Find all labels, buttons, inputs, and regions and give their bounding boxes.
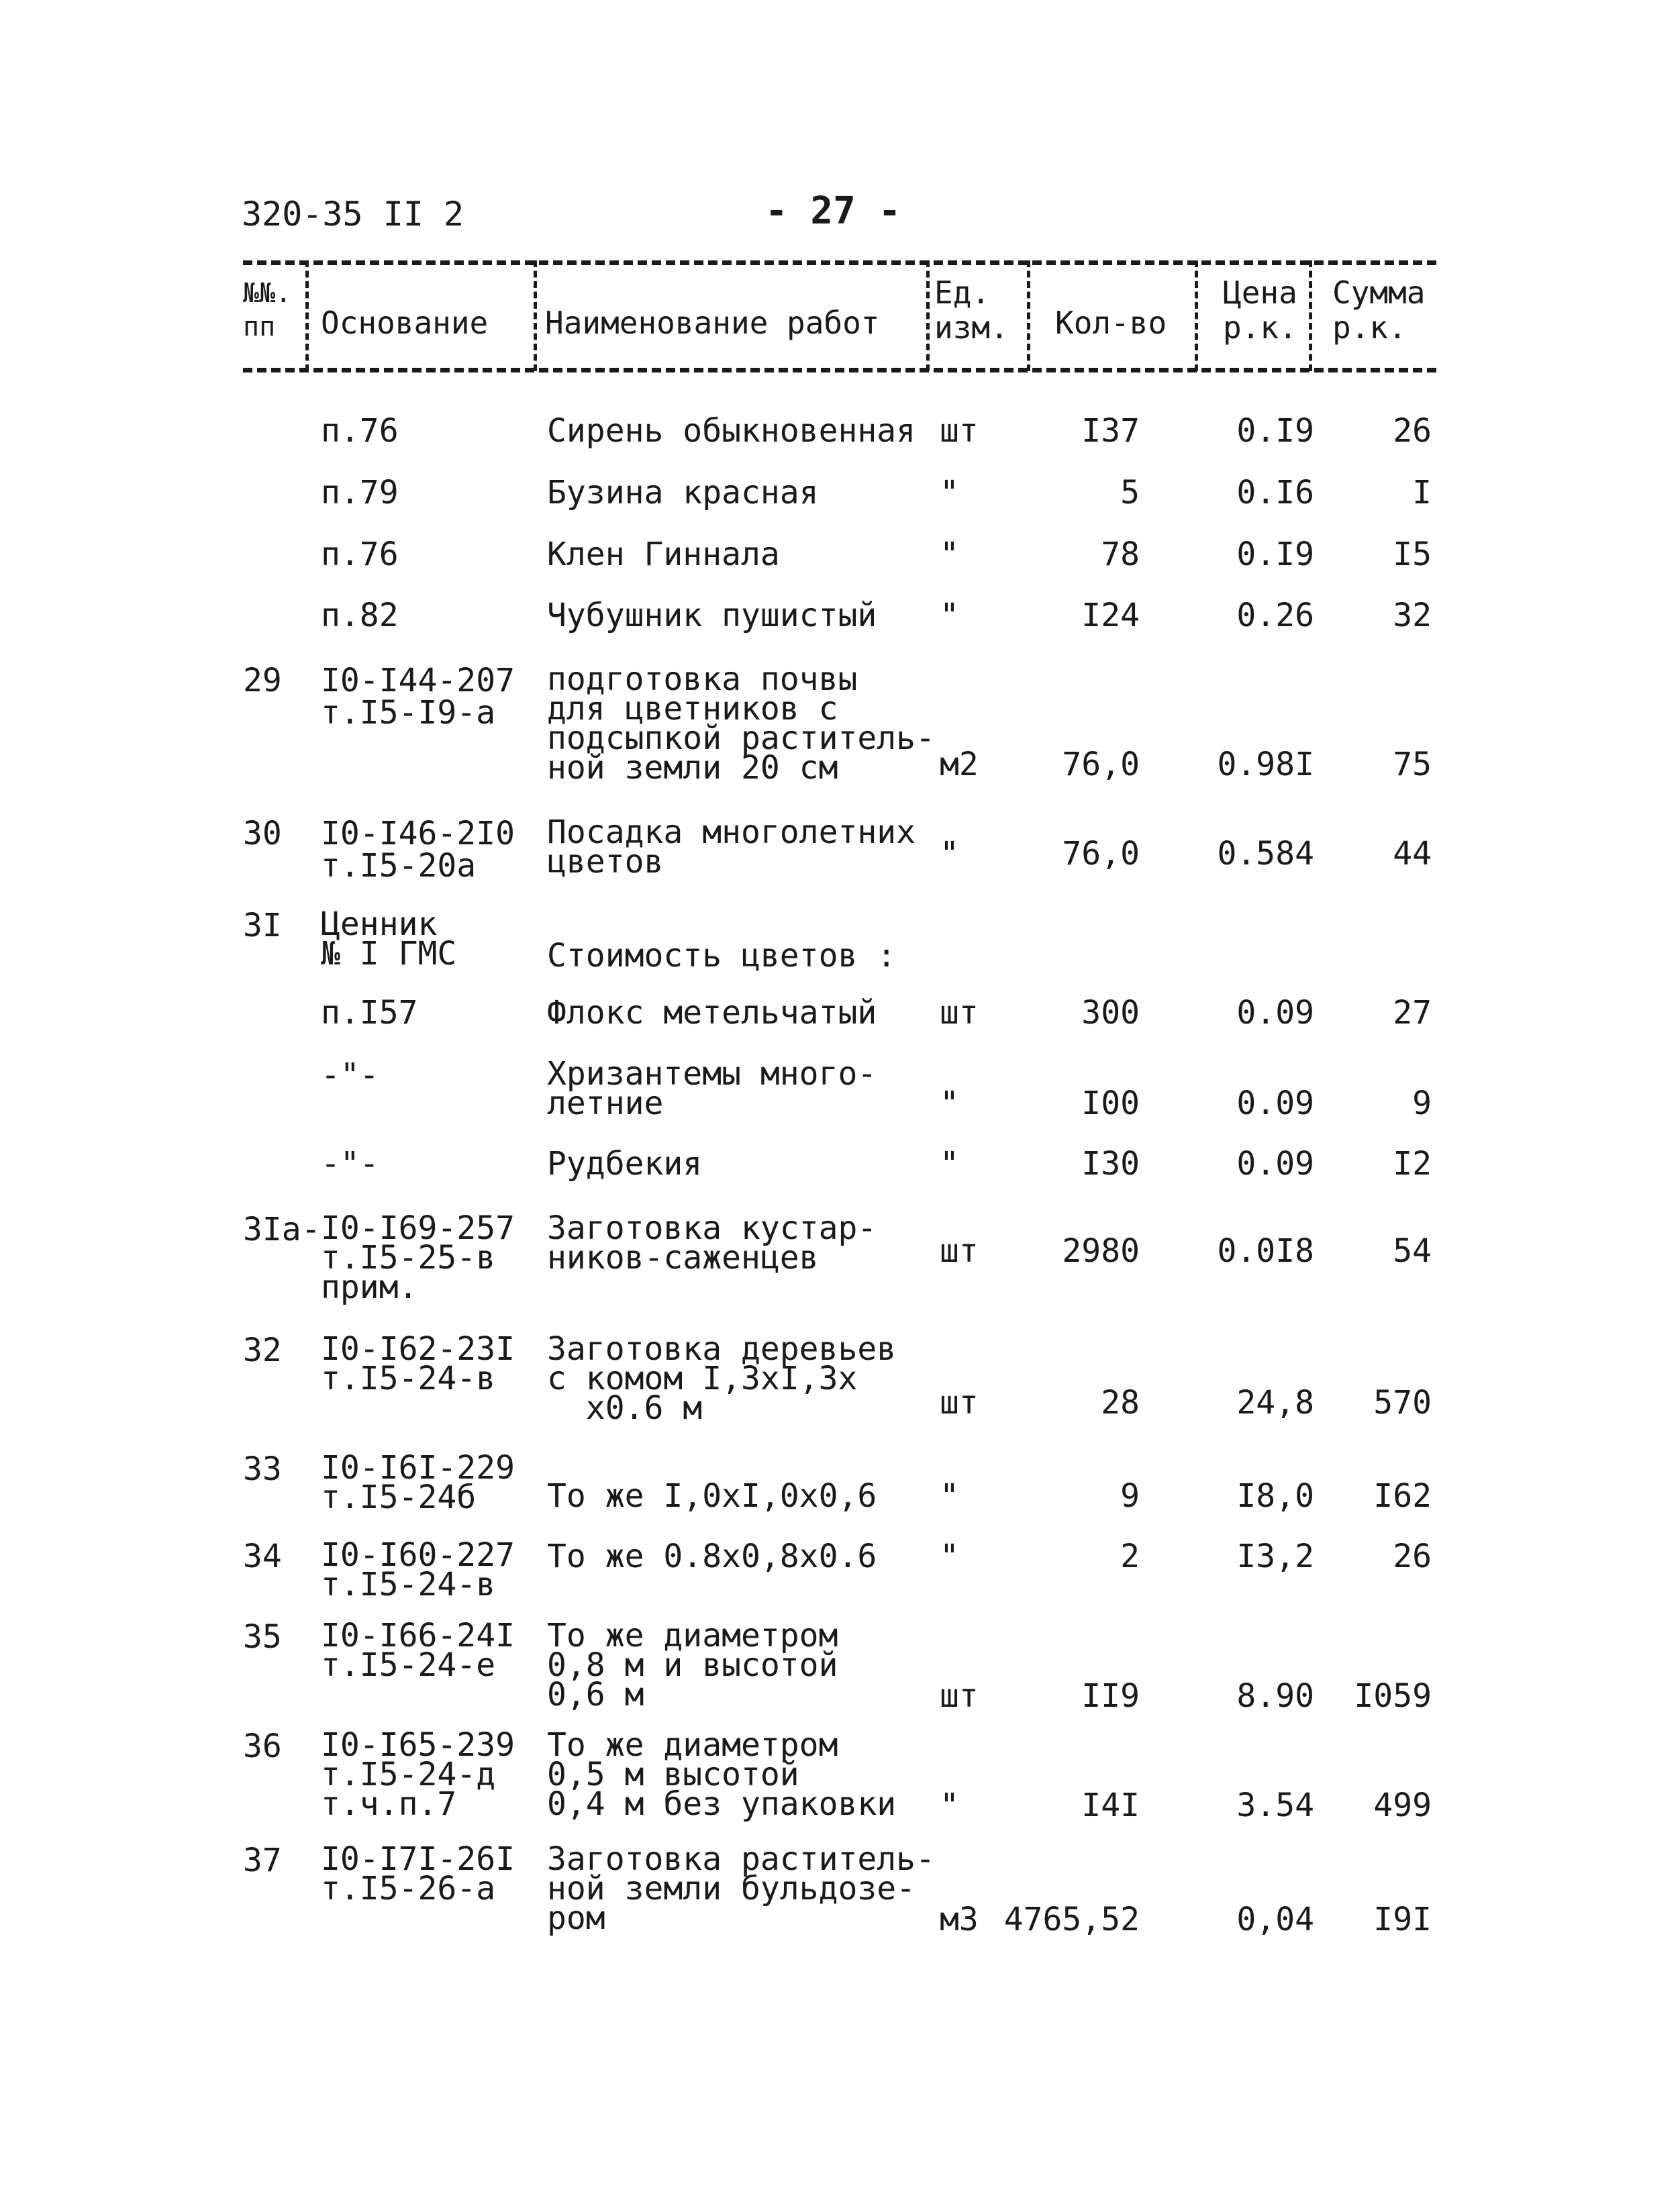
cell-name: То же 0.8х0,8х0.6 [547,1538,877,1575]
cell-name: Заготовка раститель- ной земли бульдозе- ром [547,1840,935,1937]
cell-qty: 5 [1120,474,1140,511]
header-name: Наименование работ [545,305,880,341]
cell-num: 29 [243,662,282,699]
header-unit: Ед. изм. [934,275,1009,346]
cell-price: 0.98I [1217,746,1314,783]
column-separator [926,260,930,371]
cell-price: 8.90 [1236,1677,1314,1715]
cell-name: Бузина красная [547,474,819,511]
cell-price: 0,04 [1236,1901,1314,1938]
cell-unit: шт [940,412,979,450]
cell-name: Чубушник пушистый [547,597,877,634]
column-separator [534,260,537,371]
cell-name: То же I,0хI,0х0,6 [547,1477,877,1515]
cell-qty: I30 [1081,1145,1140,1183]
header-sum: Сумма р.к. [1332,275,1426,346]
cell-unit: " [940,536,959,573]
cell-qty: II9 [1081,1677,1140,1715]
cell-sum: I62 [1373,1477,1432,1515]
cell-sum: I059 [1354,1677,1432,1715]
cell-sum: 44 [1393,835,1432,873]
cell-unit: " [940,1085,959,1122]
header-price: Цена р.к. [1223,275,1297,346]
cell-num: 35 [243,1618,282,1656]
cell-qty: I4I [1081,1787,1140,1824]
cell-basis: п.76 [321,412,399,450]
cell-basis: I0-I7I-26I т.I5-26-а [321,1840,515,1907]
cell-sum: 26 [1393,1538,1432,1575]
cell-num: 36 [243,1728,282,1765]
cell-sum: 27 [1393,994,1432,1032]
cell-basis: I0-I44-207 т.I5-I9-а [321,662,515,732]
cell-name: Стоимость цветов : [547,937,897,975]
cell-name: Флокс метельчатый [547,994,877,1032]
cell-price: 0.09 [1236,994,1314,1032]
cell-unit: шт [940,1232,979,1270]
cell-price: 0.I9 [1236,412,1314,450]
cell-basis: I0-I69-257 т.I5-25-в прим. [321,1209,515,1306]
cell-num: 30 [243,815,282,852]
cell-price: I3,2 [1236,1538,1314,1575]
cell-basis: I0-I65-239 т.I5-24-д т.ч.п.7 [321,1726,515,1823]
cell-qty: 9 [1120,1477,1140,1515]
column-separator [1195,260,1198,371]
cell-name: Заготовка деревьев с комом I,3хI,3х х0.6 м [547,1330,897,1427]
cell-name: То же диаметром 0,8 м и высотой 0,6 м [547,1617,838,1713]
cell-unit: " [940,474,959,511]
column-separator [305,260,309,371]
cell-num: 37 [243,1842,282,1879]
cell-basis: I0-I60-227 т.I5-24-в [321,1536,515,1603]
cell-sum: 9 [1412,1085,1432,1122]
cell-price: I8,0 [1236,1477,1314,1515]
cell-price: 24,8 [1236,1384,1314,1422]
cell-sum: 32 [1393,597,1432,634]
cell-qty: 78 [1101,536,1140,573]
cell-qty: 4765,52 [1003,1901,1140,1938]
header-basis: Основание [321,305,489,341]
cell-unit: " [940,1787,959,1824]
cell-sum: I2 [1393,1145,1432,1183]
cell-sum: 499 [1373,1787,1432,1824]
cell-unit: " [940,597,959,634]
header-qty: Кол-во [1055,305,1167,341]
cell-price: 0.I6 [1236,474,1314,511]
cell-basis: -"- [321,1145,379,1183]
column-separator [1027,260,1030,371]
cell-sum: 26 [1393,412,1432,450]
cell-name: То же диаметром 0,5 м высотой 0,4 м без упаковки [547,1726,897,1823]
cell-qty: 2 [1120,1538,1140,1575]
column-separator [1309,260,1312,371]
cell-unit: " [940,835,959,873]
cell-unit: " [940,1477,959,1515]
header-top-rule [243,260,1436,265]
cell-name: Хризантемы много- летние [547,1055,877,1122]
cell-qty: 2980 [1062,1232,1140,1270]
cell-sum: I [1412,474,1432,511]
cell-price: 0.I9 [1236,536,1314,573]
cell-unit: " [940,1145,959,1183]
cell-basis: I0-I62-23I т.I5-24-в [321,1330,515,1397]
cell-name: Посадка многолетних цветов [547,813,916,881]
cell-qty: I37 [1081,412,1140,450]
cell-num: 32 [243,1332,282,1369]
cell-basis: I0-I46-2I0 т.I5-20а [321,815,515,885]
cell-basis: п.79 [321,474,399,511]
cell-price: 0.09 [1236,1145,1314,1183]
cell-basis: I0-I66-24I т.I5-24-е [321,1617,515,1684]
cell-unit: шт [940,1384,979,1422]
cell-price: 0.584 [1217,835,1314,873]
cell-sum: 570 [1373,1384,1432,1422]
page-number: - 27 - [765,189,901,233]
cell-qty: 28 [1101,1384,1140,1422]
cell-price: 0.26 [1236,597,1314,634]
document-code: 320-35 II 2 [242,195,464,234]
cell-unit: м2 [940,746,979,783]
cell-sum: I5 [1393,536,1432,573]
cell-num: 3I [243,907,282,944]
cell-unit: м3 [940,1901,979,1938]
cell-basis: п.I57 [321,994,418,1032]
cell-name: подготовка почвы для цветников с подсыпкой раститель- ной земли 20 см [547,660,935,787]
cell-qty: I24 [1081,597,1140,634]
cell-unit: " [940,1538,959,1575]
cell-unit: шт [940,1677,979,1715]
cell-qty: I00 [1081,1085,1140,1122]
cell-qty: 76,0 [1062,835,1140,873]
cell-price: 0.0I8 [1217,1232,1314,1270]
cell-name: Рудбекия [547,1145,703,1183]
cell-name: Заготовка кустар- ников-саженцев [547,1209,877,1277]
cell-price: 0.09 [1236,1085,1314,1122]
cell-qty: 300 [1081,994,1140,1032]
cell-sum: I9I [1373,1901,1432,1938]
cell-qty: 76,0 [1062,746,1140,783]
cell-basis: п.82 [321,597,399,634]
cell-num: 3Iа- [243,1211,321,1248]
cell-name: Клен Гиннала [547,536,780,573]
cell-basis: I0-I6I-229 т.I5-24б [321,1449,515,1516]
header-num: №№. пп [243,278,292,342]
cell-sum: 75 [1393,746,1432,783]
cell-num: 34 [243,1538,282,1575]
cell-price: 3.54 [1236,1787,1314,1824]
cell-basis: п.76 [321,536,399,573]
cell-unit: шт [940,994,979,1032]
cell-basis: -"- [321,1056,379,1094]
cell-name: Сирень обыкновенная [547,412,916,450]
header-bottom-rule [243,368,1436,372]
cell-num: 33 [243,1450,282,1488]
cell-sum: 54 [1393,1232,1432,1270]
cell-basis: Ценник № I ГМС [321,905,457,973]
